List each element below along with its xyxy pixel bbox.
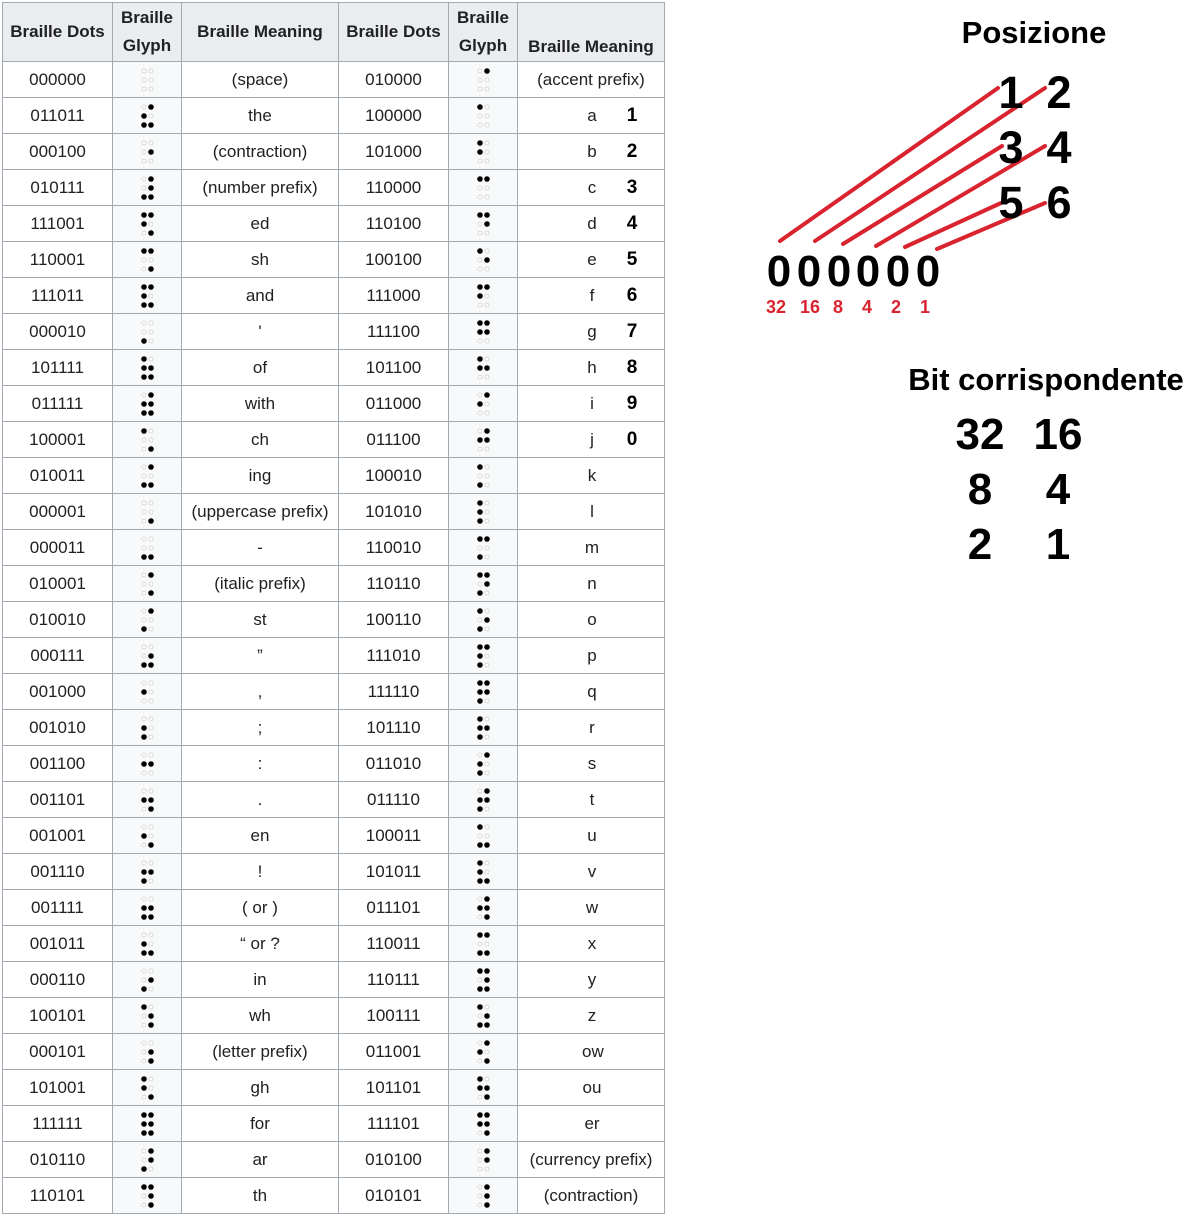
meaning-cell: ing — [182, 458, 339, 494]
dots-cell: 011110 — [339, 782, 449, 818]
dots-cell: 001001 — [3, 818, 113, 854]
position-number: 5 — [998, 177, 1024, 228]
meaning-letter: y — [587, 970, 597, 989]
meaning-letter: p — [587, 646, 597, 665]
meaning-cell: sh — [182, 242, 339, 278]
digit-label: 2 — [626, 141, 638, 162]
digit-label: 0 — [626, 429, 638, 450]
meaning-cell: wh — [182, 998, 339, 1034]
bit-digit: 0 — [766, 247, 792, 296]
meaning-cell: gh — [182, 1070, 339, 1106]
meaning-cell: : — [182, 746, 339, 782]
meaning-letter: q — [587, 682, 597, 701]
weight-label: 16 — [799, 297, 821, 317]
meaning-cell: , — [182, 674, 339, 710]
digit-label: 8 — [626, 357, 638, 378]
header-meaning-1: Braille Meaning — [182, 3, 339, 62]
dots-cell: 110000 — [339, 170, 449, 206]
dots-cell: 000001 — [3, 494, 113, 530]
dots-cell: 110101 — [3, 1178, 113, 1214]
dots-cell: 111010 — [339, 638, 449, 674]
meaning-text: (accent prefix) — [537, 70, 645, 89]
meaning-letter: s — [587, 754, 597, 773]
dots-cell: 000111 — [3, 638, 113, 674]
bit-value: 16 — [1033, 410, 1083, 459]
dots-cell: 101100 — [339, 350, 449, 386]
position-number: 2 — [1046, 67, 1072, 118]
dots-cell: 110011 — [339, 926, 449, 962]
dots-cell: 010011 — [3, 458, 113, 494]
dots-cell: 110100 — [339, 206, 449, 242]
meaning-cell: (space) — [182, 62, 339, 98]
dots-cell: 001100 — [3, 746, 113, 782]
meaning-cell: (italic prefix) — [182, 566, 339, 602]
meaning-text: (currency prefix) — [529, 1150, 653, 1169]
dots-cell: 110111 — [339, 962, 449, 998]
weight-label: 1 — [919, 297, 931, 317]
header-glyph-2: Braille Glyph — [449, 3, 518, 62]
dots-cell: 010000 — [339, 62, 449, 98]
bit-value: 8 — [967, 465, 993, 514]
meaning-text: (contraction) — [543, 1186, 639, 1205]
meaning-cell: ” — [182, 638, 339, 674]
bit-digit: 0 — [855, 247, 881, 296]
dots-cell: 111011 — [3, 278, 113, 314]
dots-cell: 111110 — [339, 674, 449, 710]
meaning-cell: ed — [182, 206, 339, 242]
meaning-cell: - — [182, 530, 339, 566]
bit-value: 32 — [955, 410, 1005, 459]
dots-cell: 000011 — [3, 530, 113, 566]
header-meaning-2: Braille Meaning — [518, 3, 665, 62]
weight-label: 4 — [861, 297, 873, 317]
dots-cell: 101001 — [3, 1070, 113, 1106]
position-number: 6 — [1046, 177, 1072, 228]
dots-cell: 011001 — [339, 1034, 449, 1070]
meaning-cell: ' — [182, 314, 339, 350]
weight-label: 8 — [832, 297, 844, 317]
dots-cell: 000100 — [3, 134, 113, 170]
digit-label: 1 — [626, 105, 638, 126]
meaning-letter: u — [587, 826, 597, 845]
dots-cell: 100011 — [339, 818, 449, 854]
dots-cell: 000110 — [3, 962, 113, 998]
meaning-cell: (contraction) — [182, 134, 339, 170]
bit-title: Bit corrispondente — [908, 362, 1184, 397]
meaning-letter: w — [585, 898, 599, 917]
dots-cell: 101011 — [339, 854, 449, 890]
dots-cell: 010110 — [3, 1142, 113, 1178]
dots-cell: 100110 — [339, 602, 449, 638]
meaning-letter: k — [587, 466, 597, 485]
meaning-cell: en — [182, 818, 339, 854]
dots-cell: 111000 — [339, 278, 449, 314]
meaning-letter: ou — [582, 1078, 602, 1097]
bit-value: 1 — [1045, 520, 1071, 569]
dots-cell: 101000 — [339, 134, 449, 170]
dots-cell: 111100 — [339, 314, 449, 350]
meaning-letter: ow — [582, 1042, 604, 1061]
meaning-cell: (number prefix) — [182, 170, 339, 206]
dots-cell: 110110 — [339, 566, 449, 602]
position-number: 3 — [998, 122, 1024, 173]
meaning-letter: g — [587, 322, 597, 341]
meaning-letter: b — [587, 142, 597, 161]
weight-labels — [766, 297, 930, 317]
bit-digit: 0 — [826, 247, 852, 296]
meaning-cell: the — [182, 98, 339, 134]
meaning-cell: “ or ? — [182, 926, 339, 962]
dots-cell: 101110 — [339, 710, 449, 746]
meaning-letter: er — [584, 1114, 600, 1133]
bit-digit: 0 — [915, 247, 941, 296]
meaning-cell: and — [182, 278, 339, 314]
meaning-cell: for — [182, 1106, 339, 1142]
dots-cell: 010111 — [3, 170, 113, 206]
digit-label: 4 — [626, 213, 638, 234]
position-title: Posizione — [961, 15, 1107, 50]
meaning-letter: h — [587, 358, 597, 377]
dots-cell: 100000 — [339, 98, 449, 134]
dots-cell: 011111 — [3, 386, 113, 422]
bit-grid — [956, 410, 1083, 569]
dots-cell: 110010 — [339, 530, 449, 566]
dots-cell: 001010 — [3, 710, 113, 746]
dots-cell: 101101 — [339, 1070, 449, 1106]
header-glyph-1: Braille Glyph — [113, 3, 182, 62]
meaning-cell: of — [182, 350, 339, 386]
meaning-letter: t — [589, 790, 595, 809]
meaning-cell: ; — [182, 710, 339, 746]
bit-value: 2 — [967, 520, 993, 569]
meaning-letter: n — [587, 574, 597, 593]
dots-cell: 100010 — [339, 458, 449, 494]
dots-cell: 101010 — [339, 494, 449, 530]
digit-label: 3 — [626, 177, 638, 198]
meaning-letter: c — [587, 178, 597, 197]
dots-cell: 000010 — [3, 314, 113, 350]
position-number: 4 — [1046, 122, 1072, 173]
dots-cell: 000101 — [3, 1034, 113, 1070]
meaning-cell: . — [182, 782, 339, 818]
meaning-cell: with — [182, 386, 339, 422]
digit-label: 6 — [626, 285, 638, 306]
meaning-cell: th — [182, 1178, 339, 1214]
meaning-cell: st — [182, 602, 339, 638]
dots-cell: 111101 — [339, 1106, 449, 1142]
meaning-cell: ! — [182, 854, 339, 890]
dots-cell: 011100 — [339, 422, 449, 458]
position-number: 1 — [998, 67, 1024, 118]
dots-cell: 010010 — [3, 602, 113, 638]
meaning-cell: (uppercase prefix) — [182, 494, 339, 530]
meaning-letter: l — [590, 502, 594, 521]
digit-label: 5 — [626, 249, 638, 270]
weight-label: 2 — [890, 297, 902, 317]
header-dots-2: Braille Dots — [339, 3, 449, 62]
meaning-letter: o — [587, 610, 597, 629]
dots-cell: 010101 — [339, 1178, 449, 1214]
bit-value: 4 — [1045, 465, 1071, 514]
dots-cell: 010100 — [339, 1142, 449, 1178]
meaning-cell: ( or ) — [182, 890, 339, 926]
meaning-letter: m — [584, 538, 600, 557]
digit-label: 9 — [626, 393, 638, 414]
digit-label: 7 — [626, 321, 638, 342]
bit-digit: 0 — [796, 247, 822, 296]
dots-cell: 000000 — [3, 62, 113, 98]
dots-cell: 011010 — [339, 746, 449, 782]
dots-cell: 111001 — [3, 206, 113, 242]
header-dots-1: Braille Dots — [3, 3, 113, 62]
dots-cell: 011101 — [339, 890, 449, 926]
dots-cell: 010001 — [3, 566, 113, 602]
meaning-letter: f — [589, 286, 595, 305]
dots-cell: 011000 — [339, 386, 449, 422]
bit-digit: 0 — [885, 247, 911, 296]
dots-cell: 111111 — [3, 1106, 113, 1142]
dots-cell: 101111 — [3, 350, 113, 386]
dots-cell: 110001 — [3, 242, 113, 278]
dots-cell: 001110 — [3, 854, 113, 890]
meaning-cell: in — [182, 962, 339, 998]
meaning-letter: x — [587, 934, 597, 953]
bit-digits — [767, 247, 940, 296]
weight-label: 32 — [765, 297, 787, 317]
meaning-letter: v — [587, 862, 597, 881]
dots-cell: 011011 — [3, 98, 113, 134]
meaning-letter: j — [590, 430, 594, 449]
dots-cell: 001111 — [3, 890, 113, 926]
dots-cell: 100001 — [3, 422, 113, 458]
position-grid — [998, 67, 1071, 228]
dots-cell: 001011 — [3, 926, 113, 962]
dots-cell: 001000 — [3, 674, 113, 710]
dots-cell: 100111 — [339, 998, 449, 1034]
meaning-cell: (letter prefix) — [182, 1034, 339, 1070]
dots-cell: 100100 — [339, 242, 449, 278]
dots-cell: 100101 — [3, 998, 113, 1034]
meaning-letter: a — [587, 106, 597, 125]
meaning-letter: d — [587, 214, 597, 233]
dots-cell: 001101 — [3, 782, 113, 818]
meaning-cell: ar — [182, 1142, 339, 1178]
meaning-letter: z — [587, 1006, 597, 1025]
meaning-letter: r — [589, 718, 595, 737]
meaning-letter: i — [590, 394, 594, 413]
meaning-letter: e — [587, 250, 597, 269]
meaning-cell: ch — [182, 422, 339, 458]
